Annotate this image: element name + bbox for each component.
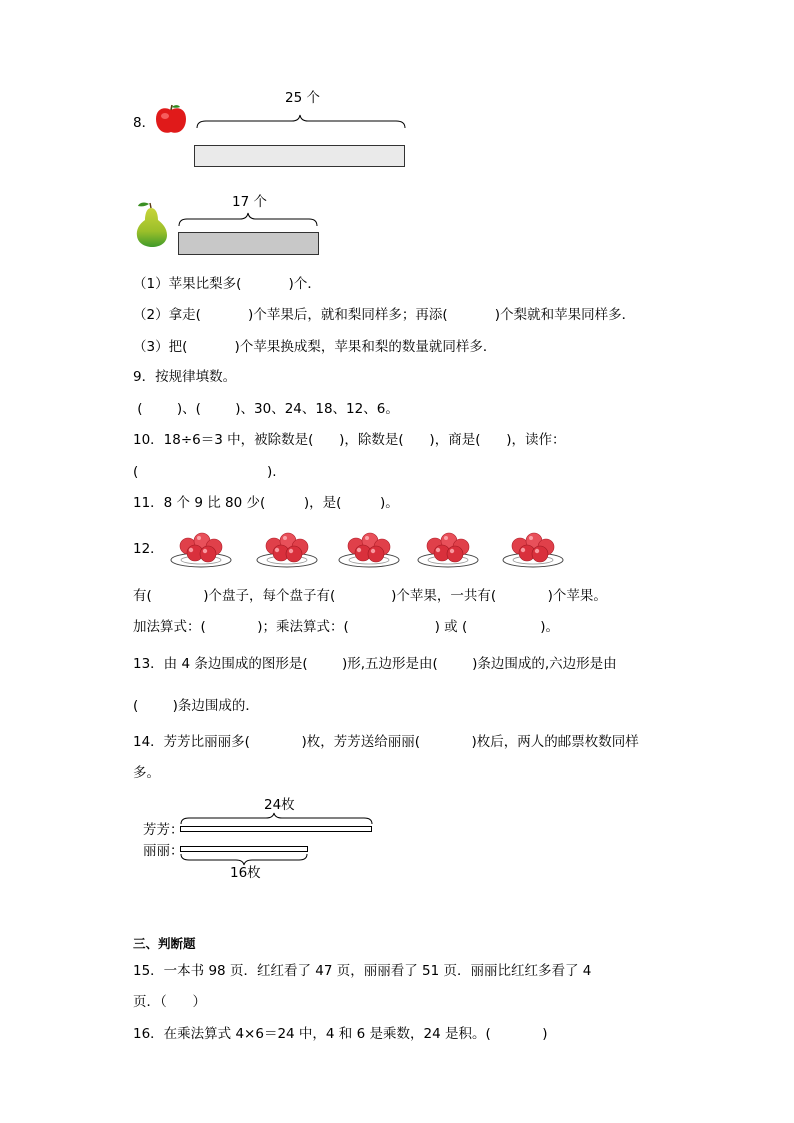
section3-title: 三、判断题 <box>133 936 196 951</box>
pear-bar <box>178 232 319 255</box>
q10-line1: 10．18÷6＝3 中，被除数是( )，除数是( )，商是( )，读作： <box>133 432 566 448</box>
q12-number: 12． <box>133 541 164 557</box>
q14-line2: 多。 <box>133 765 160 781</box>
q12-line2: 加法算式：( )；乘法算式：( ) 或 ( )。 <box>133 619 559 635</box>
apple-icon <box>154 104 188 136</box>
q9-sequence: ( )、( )、30、24、18、12、6。 <box>133 401 399 417</box>
pear-bar-label: 17 个 <box>232 194 267 210</box>
q14-line1: 14．芳芳比丽丽多( )枚，芳芳送给丽丽( )枚后，两人的邮票枚数同样 <box>133 734 639 750</box>
apple-brace <box>196 114 406 130</box>
plate-with-apples-icon <box>168 526 234 570</box>
q14-top-brace <box>180 812 374 826</box>
q13-line1: 13．由 4 条边围成的图形是( )形,五边形是由( )条边围成的,六边形是由 <box>133 656 617 672</box>
q8-sub1: （1）苹果比梨多( )个． <box>133 276 321 292</box>
q15-line2: 页．（ ） <box>133 994 206 1010</box>
pear-brace <box>178 212 320 228</box>
apple-bar <box>194 145 405 167</box>
plates-row <box>168 526 578 570</box>
q14-bottom-label: 16枚 <box>230 865 261 881</box>
fangfang-bar <box>180 826 372 832</box>
q9-title: 9．按规律填数。 <box>133 369 237 385</box>
plate-with-apples-icon <box>336 526 402 570</box>
q13-line2: ( )条边围成的． <box>133 698 259 714</box>
q16-text: 16．在乘法算式 4×6＝24 中，4 和 6 是乘数，24 是积。( ) <box>133 1026 548 1042</box>
q12-line1: 有( )个盘子，每个盘子有( )个苹果，一共有( )个苹果。 <box>133 588 607 604</box>
lili-bar <box>180 846 308 852</box>
q8-sub3: （3）把( )个苹果换成梨，苹果和梨的数量就同样多． <box>133 339 497 355</box>
plate-with-apples-icon <box>415 526 481 570</box>
plate-with-apples-icon <box>500 526 566 570</box>
q8-sub2: （2）拿走( )个苹果后，就和梨同样多；再添( )个梨就和苹果同样多． <box>133 307 636 323</box>
plate-with-apples-icon <box>254 526 320 570</box>
fangfang-label: 芳芳： <box>143 822 184 838</box>
apple-bar-label: 25 个 <box>285 90 320 106</box>
q8-number: 8． <box>133 115 156 131</box>
lili-label: 丽丽： <box>143 843 184 859</box>
q15-line1: 15．一本书 98 页．红红看了 47 页，丽丽看了 51 页．丽丽比红红多看了 4 <box>133 963 592 979</box>
q14-top-label: 24枚 <box>264 797 295 813</box>
q10-line2: ( ). <box>133 464 277 480</box>
q11-text: 11．8 个 9 比 80 少( )，是( )。 <box>133 495 399 511</box>
pear-icon <box>134 200 170 248</box>
